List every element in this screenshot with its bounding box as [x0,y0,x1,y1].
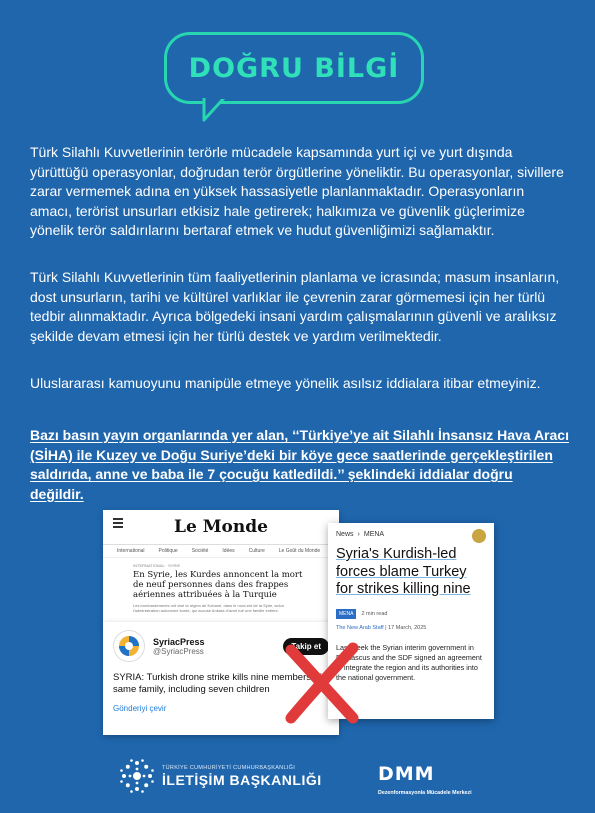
tweet-author-handle: @SyriacPress [153,646,204,656]
breadcrumb-home: News [336,531,354,538]
speech-bubble-tail-icon [202,98,228,124]
dmm-logo [378,764,472,796]
iletisim-baskanligi-logo [118,757,322,795]
follow-button: Takip et [283,638,329,655]
article-byline [328,619,494,631]
org-subtitle: TÜRKİYE CUMHURİYETİ CUMHURBAŞKANLIĞI [162,764,296,771]
lemonde-nav-item: Politique [158,548,178,554]
lemonde-kicker: INTERNATIONAL · SYRIE [133,563,181,568]
newarab-headline-text: Syria's Kurdish-led forces blame Turkey for strikes killing nine [336,546,471,597]
lemonde-logo: Le Monde [174,517,268,537]
article-body: Last week the Syrian interim government in Damascus and the SDF signed an agreement to integrate the region and its authorities into the national government. [336,642,482,682]
paragraph-warning: Uluslararası kamuoyunu manipüle etmeye yönelik asılsız iddialara itibar etmeyiniz. [30,375,541,391]
breadcrumb [328,523,494,538]
section-tag: MENA [336,609,356,619]
article-meta [328,599,494,619]
newarab-logo-icon [472,529,486,543]
paragraph-claim-denial: Bazı basın yayın organlarında yer alan, ‘‘Türkiye’ye ait Silahlı İnsansız Hava Aracı (SİHA) ile Kuzey ve Doğu Suriye’deki bir köye gece saatlerinde gerçekleştirilen saldırıda, anne ve baba ile 7 çocuğu katledildi.’’ şeklindeki iddialar doğru değildir. [30,427,569,502]
badge-title: DOĞRU BİLGİ [188,52,400,84]
sun-emblem-icon [118,757,156,795]
lemonde-nav-item: Culture [248,548,265,554]
breadcrumb-section: MENA [363,531,385,538]
org-title: İLETİŞİM BAŞKANLIĞI [162,771,322,788]
lemonde-headline: En Syrie, les Kurdes annoncent la mort de neuf personnes dans des frappes aériennes attribuées à la Turquie [133,570,303,600]
lemonde-nav-item: Idées [222,548,235,554]
paragraph-civilian-protection: Türk Silahlı Kuvvetlerinin tüm faaliyetlerinin planlama ve icrasında; masum insanların, dost unsurların, tarihi ve kültürel varlıklar ile çevrenin zarar görmemesi için her türlü tedbir alınmaktadır. Ayrıca bölgedeki insani yardım çalışmalarının güvenli ve aralıksız şekilde devam etmesi için her türlü destek ve yardım verilmektedir. [30,269,560,344]
dmm-subtitle: Dezenformasyonla Mücadele Merkezi [378,790,472,796]
translate-link: Gönderiyi çevir [113,704,167,713]
lemonde-nav-item: Société [191,548,209,554]
lemonde-header [103,510,339,545]
doğru-bilgi-badge [164,32,432,124]
syriacpress-avatar [113,630,145,662]
paragraph-tsk-operations: Türk Silahlı Kuvvetlerinin terörle mücadele kapsamında yurt içi ve yurt dışında yürüttüğü operasyonlar, doğrudan terör örgütlerine yöneliktir. Bu operasyonlar, sivillere zarar vermemek adına en yüksek hassasiyetle planlanmaktadır. Operasyonların amacı, terörist unsurları etkisiz hale getirerek; halkımıza ve güvenlik güçlerimize yönelik terör saldırılarını bertaraf etmek ve hudut güvenliğimizi sağlamaktır. [30,144,564,238]
syriacpress-logo-icon [117,634,141,658]
lemonde-nav [103,545,339,558]
dmm-logo-text: DMM [378,764,435,782]
article-date: 17 March, 2025 [388,624,427,631]
menu-icon [113,518,123,530]
lemonde-subtitle: Les bombardements ont visé la région de Kobané, dans le nord-est de la Syrie, selon l'administration autonome kurde, qui accuse Ankara d'avoir tué une famille entière. [133,603,284,613]
newarab-headline [328,538,494,599]
byline-separator: | [385,624,387,631]
lemonde-nav-item: International [117,548,145,554]
badge-frame [164,32,424,104]
byline-author: The New Arab Staff [336,624,384,631]
breadcrumb-separator: › [357,531,360,538]
tweet-text: SYRIA: Turkish drone strike kills nine members of same family, including seven children [113,672,322,695]
lemonde-screenshot [103,510,339,622]
dmm-logo-icon [378,764,464,782]
read-time: 2 min read [361,610,388,617]
lemonde-nav-item: Le Goût du Monde [278,548,321,554]
tweet-author-name: SyriacPress [153,636,205,647]
false-claim-cross-icon [283,642,361,724]
